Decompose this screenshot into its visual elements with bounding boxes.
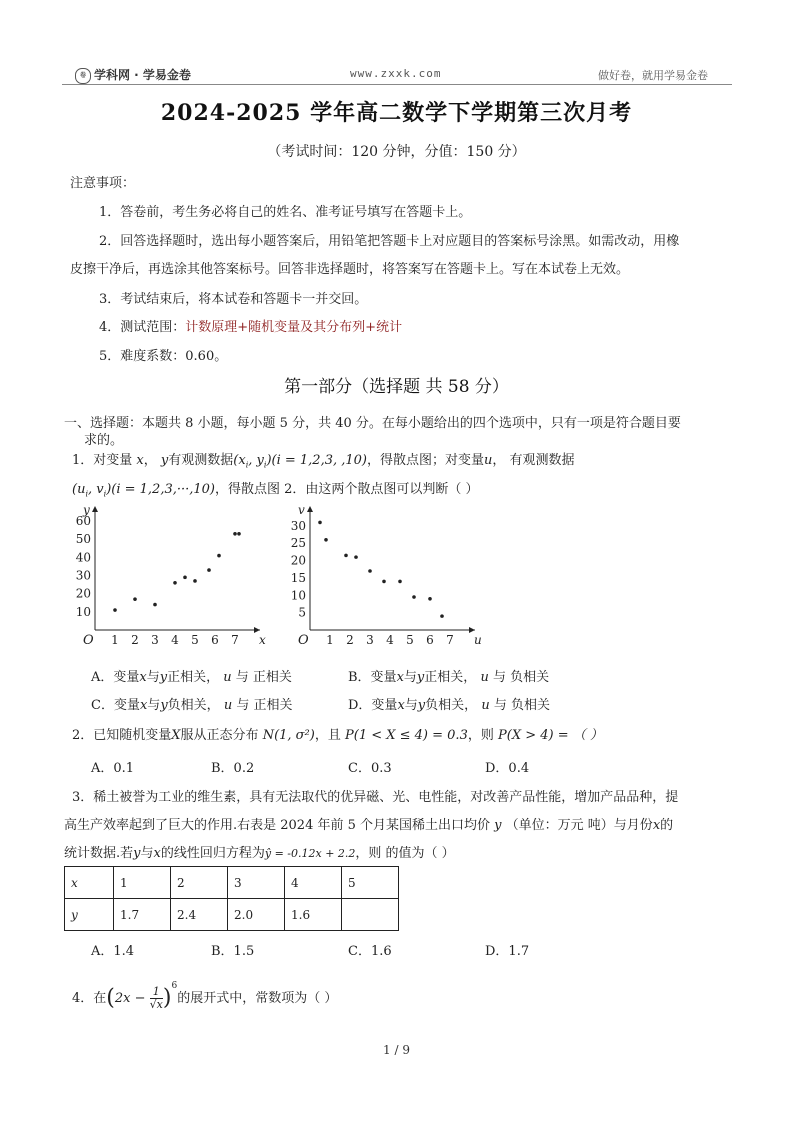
q1-option-c-end: 负相关， — [167, 698, 220, 713]
q3-option-c[interactable]: C．1.6 — [348, 944, 392, 959]
header-logo — [75, 66, 191, 84]
q2-ask: P(X > 4) = （ ） — [498, 728, 603, 743]
y-axis-arrow — [92, 506, 98, 512]
q1-option-b-label: B．变量 — [348, 670, 397, 685]
x-tick-label: 5 — [191, 633, 199, 647]
q3-option-b[interactable]: B．1.5 — [211, 944, 255, 959]
header-divider — [62, 84, 732, 85]
table-row — [65, 899, 399, 931]
q1-data-xy — [233, 453, 367, 468]
x-tick-label: 6 — [426, 633, 434, 647]
q1-option-a-label: A．变量 — [91, 670, 140, 685]
q1-option-b-x: x — [396, 670, 404, 685]
x-tick-label: 2 — [131, 633, 139, 647]
q1-var-u: u — [484, 453, 493, 468]
table-cell: 2.4 — [171, 899, 228, 931]
q3-line2-x: x — [652, 818, 661, 833]
q1-option-a-mid: 与 — [146, 670, 160, 685]
q1-data-uv — [72, 482, 215, 497]
q2-mid: 服从正态分布 — [180, 728, 259, 743]
q1-text-d: ， 有观测数据 — [492, 453, 575, 468]
x-tick-label: 3 — [366, 633, 374, 647]
q2-option-b[interactable]: B．0.2 — [211, 761, 255, 776]
table-cell: x — [65, 867, 114, 899]
notice-item-1: 1．答卷前，考生务必将自己的姓名、准考证号填写在答题卡上。 — [99, 205, 472, 220]
q4-frac-den: √x — [149, 998, 163, 1011]
data-point — [113, 608, 117, 612]
q3-option-d[interactable]: D．1.7 — [485, 944, 530, 959]
q2-then: ，则 — [467, 728, 494, 743]
q1-option-b-tail: 与 负相关 — [492, 670, 550, 685]
q1-text-c: ，得散点图；对变量 — [366, 453, 484, 468]
data-point — [183, 576, 187, 580]
data-point — [382, 580, 386, 584]
q2-option-d[interactable]: D．0.4 — [485, 761, 530, 776]
table-cell: 1.6 — [285, 899, 342, 931]
q3-line2-a: 高生产效率起到了巨大的作用.右表是 2024 年前 5 个月某国稀土出口均价 — [64, 818, 491, 833]
q1-sub-i-3: i — [85, 489, 89, 499]
q1-option-c-x: x — [139, 698, 148, 713]
y-tick-label: 40 — [75, 550, 91, 565]
q3-line2-y: y — [494, 818, 502, 833]
table-cell — [342, 899, 399, 931]
data-point — [324, 538, 328, 542]
data-point — [207, 568, 211, 572]
data-point — [237, 532, 241, 536]
table-cell: 1.7 — [114, 899, 171, 931]
logo-icon: 卷 — [75, 68, 91, 84]
table-cell: 1 — [114, 867, 171, 899]
q4-fraction — [150, 986, 163, 1011]
q1-text-a: 1．对变量 — [72, 453, 133, 468]
x-axis-label: x — [259, 633, 266, 647]
q1-var-x: x — [136, 453, 144, 468]
table-cell: 4 — [285, 867, 342, 899]
x-tick-label: 3 — [151, 633, 159, 647]
q1-var-y: y — [160, 453, 169, 468]
data-point — [173, 581, 177, 585]
q1-option-c-mid: 与 — [147, 698, 161, 713]
q1-option-a-u: u — [223, 670, 232, 685]
y-tick-label: 30 — [75, 568, 91, 583]
part1-intro-line2: 求的。 — [84, 433, 124, 448]
page-title: 2024-2025 学年高二数学下学期第三次月考 — [160, 100, 633, 126]
x-axis-label: u — [474, 633, 482, 647]
q2-var: X — [171, 728, 181, 743]
q1-option-d-y: y — [417, 698, 426, 713]
data-point — [193, 579, 197, 583]
q1-line1 — [72, 449, 575, 470]
q3-line1: 3．稀土被誉为工业的维生素，具有无法取代的优异磁、光、电性能，对改善产品性能，增加产品品种，提 — [72, 790, 679, 805]
q1-line2 — [72, 478, 479, 499]
q1-data-uv-b: , v — [88, 482, 104, 497]
data-point — [440, 614, 444, 618]
table-cell: y — [65, 899, 114, 931]
y-tick-label: 20 — [75, 586, 91, 601]
q3-line3-b: 与 — [140, 846, 154, 861]
x-tick-label: 7 — [231, 633, 239, 647]
q1-option-c-y: y — [160, 698, 168, 713]
q2-prefix: 2．已知随机变量 — [72, 728, 172, 743]
data-point — [318, 521, 322, 525]
data-point — [153, 603, 157, 607]
y-axis-arrow — [307, 506, 313, 512]
q3-line3 — [64, 842, 455, 861]
q4-frac-num: 1 — [150, 986, 163, 999]
data-point — [217, 554, 221, 558]
x-tick-label: 1 — [111, 633, 119, 647]
data-point — [428, 597, 432, 601]
q1-data-xy-c: )(i = 1,2,3, ,10) — [266, 453, 367, 468]
q1-option-d-x: x — [397, 698, 405, 713]
table-cell: 2.0 — [228, 899, 285, 931]
q3-line2-c: 的 — [660, 818, 674, 833]
q3-regression-eq: ŷ = -0.12x + 2.2 — [264, 847, 356, 860]
x-tick-label: 2 — [346, 633, 354, 647]
q3-option-a[interactable]: A．1.4 — [91, 944, 135, 959]
y-axis-label: v — [298, 503, 305, 517]
q1-option-d-label: D．变量 — [348, 698, 398, 713]
scatter-chart-1 — [65, 505, 265, 655]
notice-item-3: 3．考试结束后，将本试卷和答题卡一并交回。 — [99, 292, 368, 307]
q1-option-d-tail: 与 负相关 — [493, 698, 550, 713]
q4-expr-a: 2x − — [114, 991, 146, 1006]
notice-item-4-prefix: 4．测试范围： — [99, 320, 186, 335]
table-cell: 2 — [171, 867, 228, 899]
q3-line3-x: x — [153, 846, 161, 861]
q3-line2-b: （单位：万元 吨）与月份 — [505, 818, 653, 833]
q1-option-a-y: y — [159, 670, 168, 685]
q4-exponent: 6 — [171, 981, 178, 991]
q4-suffix: 的展开式中，常数项为（ ） — [177, 991, 338, 1006]
y-tick-label: 15 — [290, 570, 306, 585]
q1-option-a-tail: 与 正相关 — [235, 670, 292, 685]
notice-heading: 注意事项： — [70, 176, 136, 191]
test-scope: 计数原理+随机变量及其分布列+统计 — [185, 320, 403, 335]
y-tick-label: 30 — [290, 518, 306, 533]
q4-paren-close: ) — [162, 985, 172, 1011]
q1-option-a[interactable] — [91, 666, 292, 685]
y-tick-label: 20 — [290, 553, 306, 568]
data-point — [344, 554, 348, 558]
q1-option-b-end: 正相关， — [424, 670, 477, 685]
y-tick-label: 50 — [75, 532, 91, 547]
q1-text-b: 有观测数据 — [168, 453, 234, 468]
header-website: www.zxxk.com — [350, 67, 442, 80]
data-point — [133, 597, 137, 601]
q1-option-d[interactable] — [348, 694, 550, 713]
q1-option-c-u: u — [223, 698, 233, 713]
y-tick-label: 25 — [290, 536, 306, 551]
table-row — [65, 867, 399, 899]
q2-option-a[interactable]: A．0.1 — [91, 761, 135, 776]
q3-line3-d: ，则 的值为（ ） — [355, 846, 455, 861]
q1-option-d-end: 负相关， — [425, 698, 478, 713]
q1-data-xy-a: (x — [233, 453, 246, 468]
data-point — [412, 595, 416, 599]
q1-option-a-end: 正相关， — [167, 670, 220, 685]
logo-text: 学科网 · 学易金卷 — [94, 68, 191, 82]
x-tick-label: 1 — [326, 633, 334, 647]
origin-label: O — [83, 633, 94, 648]
q1-text-e: ，得散点图 2．由这两个散点图可以判断（ ） — [215, 482, 479, 497]
q3-line3-a: 统计数据.若 — [64, 846, 134, 861]
q1-option-b[interactable] — [348, 666, 549, 685]
q4-stem — [72, 972, 337, 1013]
q1-option-d-mid: 与 — [404, 698, 418, 713]
q1-option-b-mid: 与 — [403, 670, 417, 685]
origin-label: O — [298, 633, 309, 648]
q2-cond: ，且 — [314, 728, 341, 743]
q1-sub-i-2: i — [263, 460, 267, 470]
q3-line2 — [64, 814, 673, 833]
notice-item-5: 5．难度系数：0.60。 — [99, 349, 228, 364]
q3-data-table — [64, 866, 399, 931]
q1-option-c[interactable] — [91, 694, 292, 713]
y-tick-label: 10 — [290, 588, 306, 603]
q3-line3-y: y — [133, 846, 141, 861]
y-tick-label: 5 — [298, 605, 306, 620]
x-tick-label: 7 — [446, 633, 454, 647]
q1-option-a-x: x — [139, 670, 147, 685]
q1-option-c-tail: 与 正相关 — [236, 698, 293, 713]
q3-line3-c: 的线性回归方程为 — [160, 846, 265, 861]
data-point — [233, 532, 237, 536]
scatter-chart-2 — [280, 505, 480, 655]
q4-prefix: 4．在 — [72, 991, 107, 1006]
notice-item-2a: 2．回答选择题时，选出每小题答案后，用铅笔把答题卡上对应题目的答案标号涂黑。如需改动，用橡 — [99, 234, 680, 249]
data-point — [354, 555, 358, 559]
q1-sub-i-1: i — [245, 460, 249, 470]
q1-option-b-u: u — [480, 670, 489, 685]
q2-option-c[interactable]: C．0.3 — [348, 761, 392, 776]
q1-sub-i-4: i — [103, 489, 107, 499]
q2-dist: N(1, σ²) — [262, 728, 315, 743]
table-cell: 3 — [228, 867, 285, 899]
section-title: 第一部分（选择题 共 58 分） — [284, 377, 509, 397]
q4-paren-open: ( — [106, 985, 115, 1011]
q2-stem — [72, 724, 603, 743]
page-subtitle: （考试时间：120 分钟，分值：150 分） — [267, 144, 526, 160]
y-tick-label: 60 — [75, 514, 91, 529]
q1-data-uv-c: )(i = 1,2,3,···,10) — [106, 482, 215, 497]
notice-item-2b: 皮擦干净后，再选涂其他答案标号。回答非选择题时，将答案写在答题卡上。写在本试卷上无效。 — [70, 262, 630, 277]
x-tick-label: 5 — [406, 633, 414, 647]
x-tick-label: 4 — [171, 633, 179, 647]
y-axis-label: y — [83, 503, 90, 517]
page-number: 1 / 9 — [383, 1043, 410, 1057]
q1-data-uv-a: (u — [72, 482, 86, 497]
q1-option-d-u: u — [481, 698, 490, 713]
data-point — [398, 580, 402, 584]
q2-prob: P(1 < X ≤ 4) = 0.3 — [345, 728, 468, 743]
data-point — [368, 569, 372, 573]
q1-option-c-label: C．变量 — [91, 698, 140, 713]
notice-item-4 — [99, 316, 402, 335]
y-tick-label: 10 — [75, 604, 91, 619]
x-tick-label: 4 — [386, 633, 394, 647]
q1-option-b-y: y — [416, 670, 425, 685]
table-cell: 5 — [342, 867, 399, 899]
header-slogan: 做好卷，就用学易金卷 — [598, 69, 708, 82]
x-tick-label: 6 — [211, 633, 219, 647]
q1-data-xy-b: , y — [248, 453, 264, 468]
q1-comma: ， — [143, 453, 157, 468]
part1-intro-line1: 一、选择题：本题共 8 小题，每小题 5 分，共 40 分。在每小题给出的四个选项中，只有一项是符合题目要 — [64, 416, 681, 431]
